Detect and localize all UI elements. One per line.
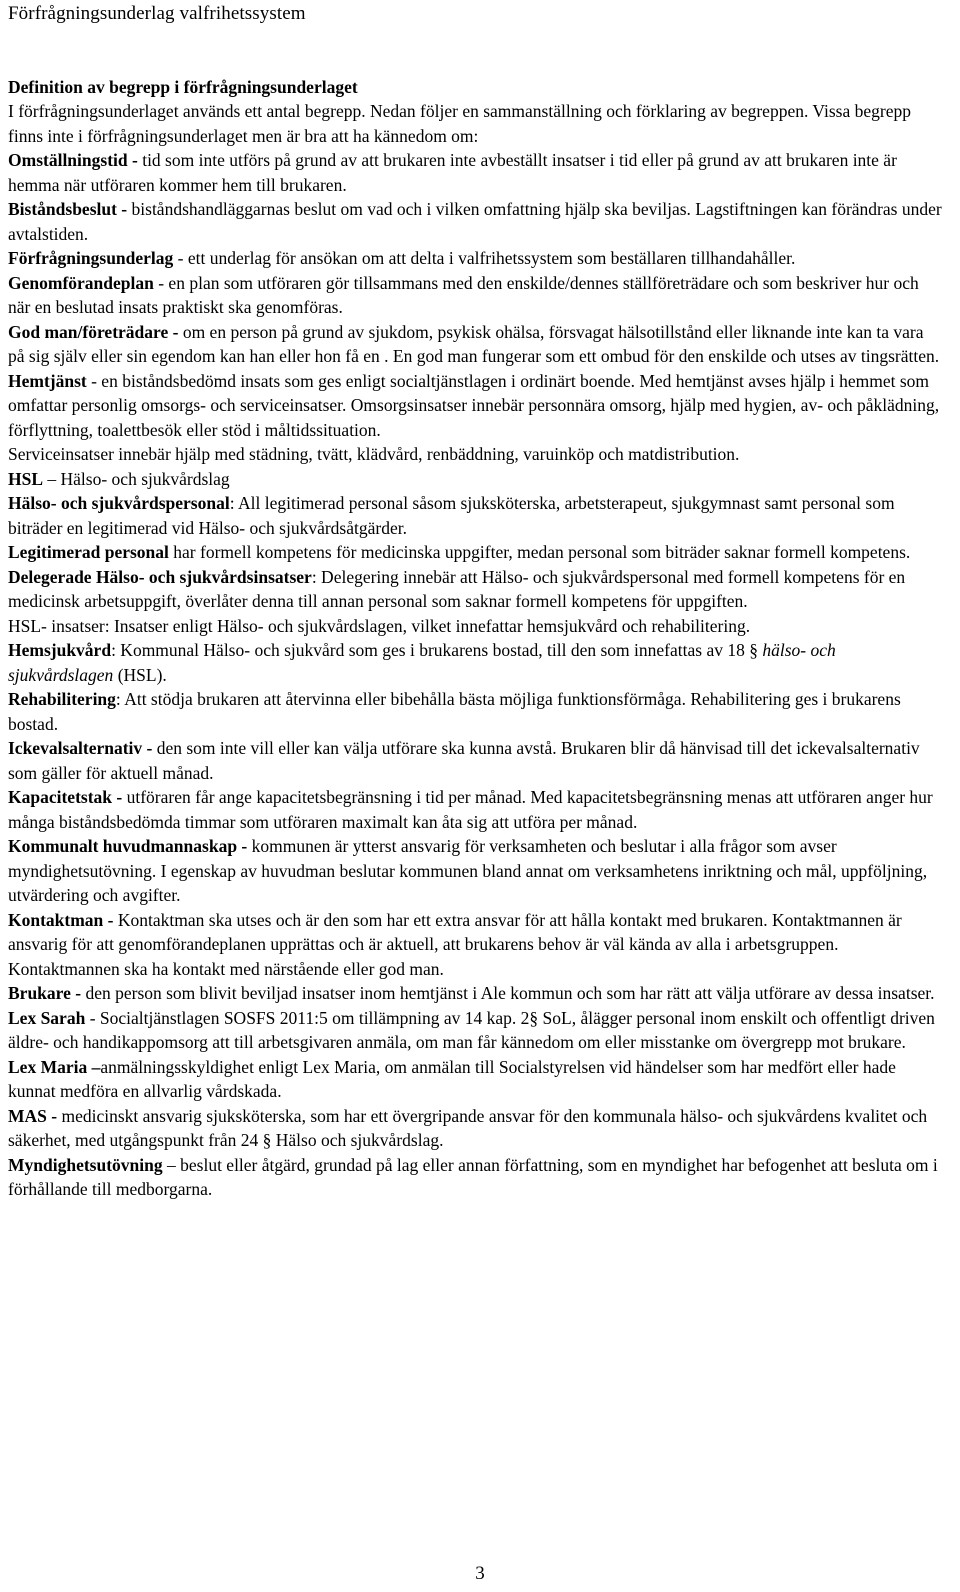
definition-text: anmälningsskyldighet enligt Lex Maria, om anmälan till Socialstyrelsen vid händelser som har medfört eller hade kunnat medföra en allvarlig vårdskada. [8, 1056, 896, 1101]
definition-item [8, 491, 943, 540]
definition-item [8, 565, 943, 614]
definition-item [8, 834, 943, 908]
definition-text: tid som inte utförs på grund av att brukaren inte avbeställt insatser i tid eller på grund av att brukaren inte är hemma när utföraren kommer hem till brukaren. [8, 150, 897, 195]
definition-item [8, 467, 943, 492]
definition-item [8, 246, 943, 271]
definition-text: - en plan som utföraren gör tillsammans med den enskilde/dennes ställföreträdare och som beskriver hur och när en beslutad insats praktiskt ska genomföras. [8, 272, 919, 317]
definition-term: Rehabilitering [8, 689, 116, 709]
definition-text: utföraren får ange kapacitetsbegränsning i tid per månad. Med kapacitetsbegränsning menas att utföraren anger hur många biståndsbedömda timmar som utföraren maximalt kan åta sig att utföra per månad. [8, 787, 933, 832]
definition-text: : Delegering innebär att Hälso- och sjukvårdspersonal med formell kompetens för en medicinsk arbetsuppgift, överlåter denna till annan personal som saknar formell kompetens för uppgiften. [8, 566, 906, 611]
definition-item [8, 1104, 943, 1153]
definition-text: – Hälso- och sjukvårdslag [43, 468, 230, 489]
definition-item [8, 687, 943, 736]
definition-item [8, 271, 943, 320]
definition-term: Myndighetsutövning [8, 1154, 163, 1175]
section-intro: I förfrågningsunderlaget används ett antal begrepp. Nedan följer en sammanställning och förklaring av begreppen. Vissa begrepp finns inte i förfrågningsunderlaget men är bra att ha kännedom om: [8, 101, 911, 146]
definition-term: Legitimerad personal [8, 542, 169, 562]
definitions-body [8, 99, 943, 1202]
definition-text: den som inte vill eller kan välja utförare ska kunna avstå. Brukaren blir då hänvisad till det ickevalsalternativ som gäller för aktuell månad. [8, 738, 920, 783]
definition-term: Kontaktman - [8, 909, 118, 930]
definition-term: Omställningstid - [8, 150, 143, 170]
definition-term: Hemsjukvård [8, 640, 112, 660]
definition-term: Delegerade Hälso- och sjukvårdsinsatser [8, 566, 312, 587]
definition-item [8, 540, 943, 565]
definition-tail: (HSL). [113, 664, 167, 685]
definition-term: Genomförandeplan [8, 272, 154, 293]
definition-item [8, 148, 943, 197]
definition-text: HSL- insatser: Insatser enligt Hälso- och sjukvårdslagen, vilket innefattar hemsjukvård och rehabilitering. [8, 615, 751, 636]
definition-text: om en person på grund av sjukdom, psykisk ohälsa, försvagat hälsotillstånd eller liknande inte kan ta vara på sig själv eller sin egendom kan han eller hon få en . En god man fungerar som ett ombud för den enskilde och utses av tingsrätten. [8, 321, 940, 366]
definition-term: Kommunalt huvudmannaskap - [8, 836, 252, 856]
definition-text: Kontaktman ska utses och är den som har ett extra ansvar för att hålla kontakt med brukaren. Kontaktmannen är ansvarig för att genomförandeplanen upprättas och är aktuell, att brukarens behov är väl kända av alla i arbetsgruppen. Kontaktmannen ska ha kontakt med närstående eller god man. [8, 909, 902, 979]
definition-item [8, 442, 943, 467]
definition-item [8, 908, 943, 982]
definition-italic: hälso- och sjukvårdslagen [8, 640, 836, 685]
definition-term: Ickevalsalternativ - [8, 738, 157, 758]
definition-text: den person som blivit beviljad insatser inom hemtjänst i Ale kommun och som har rätt att välja utförare av dessa insatser. [85, 983, 935, 1003]
definition-item [8, 1006, 943, 1055]
definition-item [8, 638, 943, 687]
definition-term: Förfrågningsunderlag [8, 248, 174, 268]
definition-term: Kapacitetstak - [8, 787, 127, 807]
definition-term: God man/företrädare - [8, 321, 183, 342]
definition-text: : Att stödja brukaren att återvinna eller bibehålla bästa möjliga funktionsförmåga. Rehabilitering ges i brukarens bostad. [8, 689, 901, 734]
definition-text: har formell kompetens för medicinska uppgifter, medan personal som biträder saknar formell kompetens. [168, 542, 911, 562]
definition-text: biståndshandläggarnas beslut om vad och i vilken omfattning hjälp ska beviljas. Lagstiftningen kan förändras under avtalstiden. [8, 199, 942, 244]
definition-term: Biståndsbeslut - [8, 199, 132, 219]
definition-item [8, 614, 943, 639]
definition-text: medicinskt ansvarig sjuksköterska, som har ett övergripande ansvar för den kommunala hälso- och sjukvårdens kvalitet och säkerhet, med utgångspunkt från 24 § Hälso och sjukvårdslag. [8, 1105, 928, 1150]
definitions-list [8, 148, 943, 1202]
definition-item [8, 785, 943, 834]
definition-term: Lex Maria – [8, 1056, 101, 1077]
definition-text: - en biståndsbedömd insats som ges enligt socialtjänstlagen i ordinärt boende. Med hemtjänst avses hjälp i hemmet som omfattar personlig omsorgs- och serviceinsatser. Omsorgsinsatser innebär personnära omsorg, hjälp med hygien, av- och påklädning, förflyttning, toalettbesök eller stöd i måltidssituation. [8, 370, 940, 440]
definition-term: Brukare - [8, 983, 86, 1003]
definition-text: Serviceinsatser innebär hjälp med städning, tvätt, klädvård, renbäddning, varuinköp och matdistribution. [8, 444, 740, 464]
definition-term: MAS - [8, 1105, 62, 1126]
page-number: 3 [475, 1563, 485, 1584]
definition-item [8, 369, 943, 443]
definition-item [8, 981, 943, 1006]
definition-text: : All legitimerad personal såsom sjuksköterska, arbetsterapeut, sjukgymnast samt personal som biträder en legitimerad vid Hälso- och sjukvårdsåtgärder. [8, 493, 895, 538]
definition-text: : Kommunal Hälso- och sjukvård som ges i brukarens bostad, till den som innefattas av 18 § [111, 640, 763, 660]
definition-term: Hemtjänst [8, 370, 87, 391]
definition-text: - Socialtjänstlagen SOSFS 2011:5 om tillämpning av 14 kap. 2§ SoL, ålägger personal inom enskilt och offentligt driven äldre- och handikappomsorg att till arbetsgivaren anmäla, om man får kännedom om eller misstanke om övergrepp mot brukare. [8, 1007, 935, 1052]
definition-term: HSL [8, 468, 44, 489]
section-title: Definition av begrepp i förfrågningsunderlaget [8, 77, 358, 97]
definition-item [8, 736, 943, 785]
document-header: Förfrågningsunderlag valfrihetssystem [8, 3, 306, 24]
definition-item [8, 320, 943, 369]
definition-item [8, 1153, 943, 1202]
definition-item [8, 1055, 943, 1104]
definition-term: Lex Sarah [8, 1007, 86, 1028]
definition-term: Hälso- och sjukvårdspersonal [8, 493, 230, 513]
definition-text: – beslut eller åtgärd, grundad på lag eller annan författning, som en myndighet har befogenhet att besluta om i förhållande till medborgarna. [8, 1154, 938, 1199]
definition-text: - ett underlag för ansökan om att delta i valfrihetssystem som beställaren tillhandahåller. [173, 248, 796, 268]
definition-text: kommunen är ytterst ansvarig för verksamheten och beslutar i alla frågor som avser myndighetsutövning. I egenskap av huvudman beslutar kommunen bland annat om verksamhetens inriktning och mål, uppföljning, utvärdering och avgifter. [8, 836, 928, 905]
definition-item [8, 197, 943, 246]
